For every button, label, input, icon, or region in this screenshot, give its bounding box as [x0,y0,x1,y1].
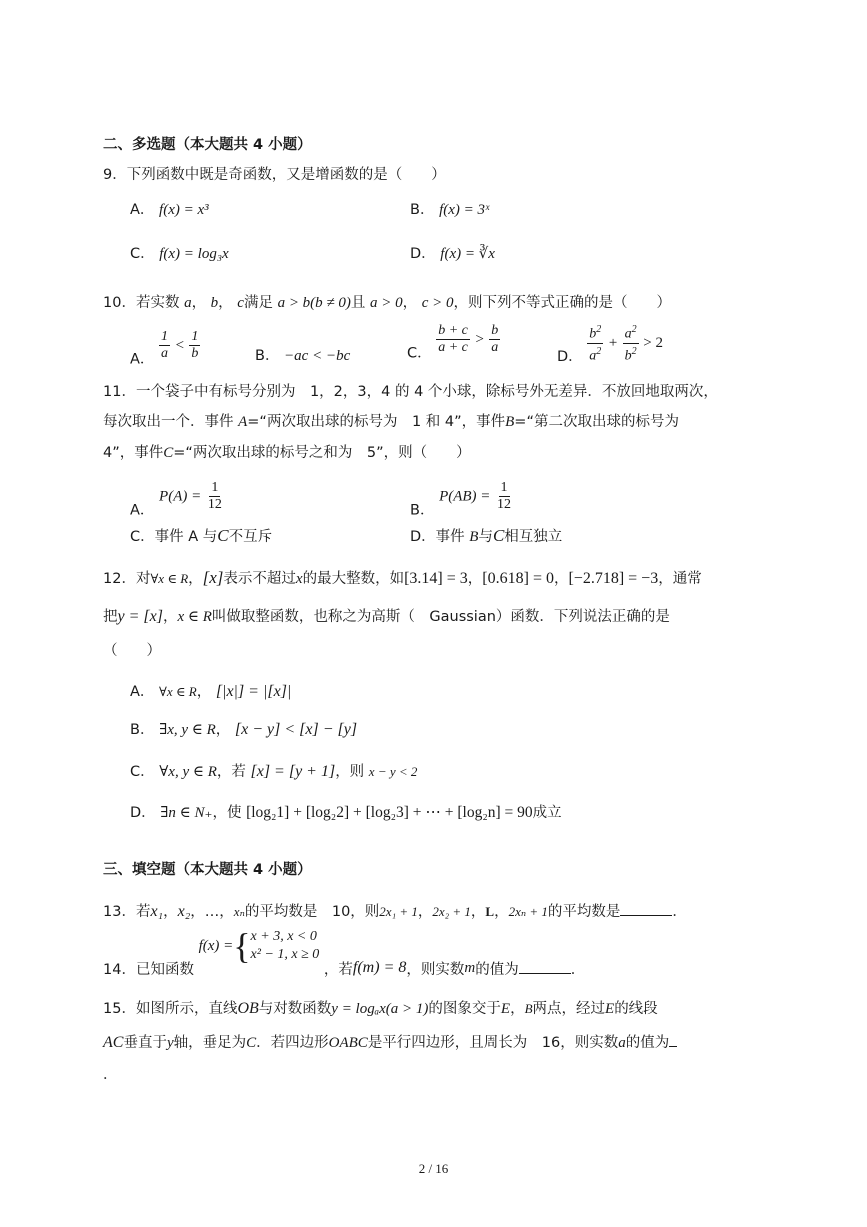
q12-option-d [130,801,562,822]
q10-sep: ， [191,295,207,311]
q15-math: B [524,1001,533,1016]
q10-sep: ， [402,295,418,311]
fraction: $\frac{a^2}{b^2}$ [624,324,637,364]
q12-text: ， [215,722,231,738]
q9-option-d [410,242,495,263]
q15-math: a [618,1035,626,1051]
q10-sep: ， [218,295,233,311]
q10-option-d-label: D． [557,349,583,366]
q12-text: ，通常 [658,571,702,587]
q15-text: 的值为 [625,1035,670,1051]
q12-text: 把 [103,609,118,625]
question-14 [103,928,585,979]
q15-math: OABC [328,1035,368,1051]
answer-blank[interactable] [519,959,571,974]
q12-math: x [295,571,303,587]
q15-math: AC [103,1034,124,1051]
q15-math: C [246,1035,257,1051]
q12-text: 表示不超过 [223,571,296,587]
q12-option-a [130,680,291,701]
q11-var: B [469,529,479,545]
q12-text: ， [196,684,212,700]
q12-math: [x] = [y + 1] [250,763,336,780]
q10-option-b-math: −ac < −bc [284,348,351,364]
q12-option-c [130,760,417,781]
q11-text: =“两次取出球的标号之和为 5”，则（ ） [173,445,471,461]
piecewise-row: x + 3, x < 0 [250,929,317,944]
q12-math: [−2.718] = −3 [568,570,659,587]
q13-text: ， [494,904,509,920]
fraction: $\frac{b + c}{a + c}$ [438,323,468,355]
q13-text: ， [470,904,486,920]
q12-option-c-label: C． [130,764,155,780]
question-12-line-3: （ ） [103,643,161,659]
question-15-line-2 [103,1031,677,1052]
q13-math: x₂ [177,903,191,920]
q10-text: 且 [350,295,366,311]
q13-text: ， [163,904,178,920]
q10-condition: a > b(b ≠ 0) [277,295,351,311]
q11-text: =“第二次取出球的标号为 [514,414,679,430]
q11-var: C [492,526,505,545]
q12-math: ∀x, y ∈ R [159,764,217,780]
q9-option-b-label: B． [410,202,435,218]
q15-math: y = logₐx(a > 1) [331,1001,429,1017]
fraction: $\frac{1}{b}$ [191,329,199,361]
q10-condition: c > 0 [421,295,454,311]
q12-text: ， [188,571,203,587]
question-11-line-2 [103,410,679,431]
q9-option-b-math: f(x) = 3ˣ [439,202,490,218]
q11-option-d [410,525,562,546]
q9-option-c-math: f(x) = log₃x [159,246,229,262]
q12-math: [log₂1] + [log₂2] + [log₂3] + ⋯ + [log₂n] = 90 [246,804,533,821]
question-15-line-1 [103,997,658,1018]
q10-var-c: c [237,295,244,311]
question-13 [103,900,687,921]
q15-text: ， [510,1001,525,1017]
q9-option-a-math: f(x) = x³ [159,202,209,218]
q12-math: [|x|] = |[x]| [215,683,292,700]
q14-text: 14．已知函数 [103,962,194,978]
q11-text: 4”，事件 [103,445,164,461]
q12-math: [3.14] = 3 [404,570,468,587]
q15-text: 的图象交于 [428,1001,501,1017]
q15-text: 轴，垂足为 [173,1035,247,1051]
q14-text: ，则实数 [406,962,465,978]
q10-option-b-label: B． [255,348,280,364]
section-title-multiple-choice: 二、多选题（本大题共 4 小题） [103,137,312,153]
q12-math: [x − y] < [x] − [y] [234,721,358,738]
q13-text: 13．若 [103,904,151,920]
q12-text: 12．对 [103,571,151,587]
q15-text: ．若四边形 [256,1035,329,1051]
q13-text: 的平均数是 10，则 [244,904,380,920]
q10-option-c: C． $\frac{b + c}{a + c}$ > $\frac{b}{a}$ [407,323,499,362]
q12-math: ∀x ∈ R [150,571,189,586]
q11-event-b: B [505,414,515,430]
q13-math: xₙ [233,904,245,919]
q12-text: ， [162,609,178,625]
q11-option-a [130,480,224,520]
q12-text: ，使 [212,805,242,821]
q11-text: D．事件 [410,529,465,545]
q12-math: ∃n ∈ N₊ [160,805,213,821]
q12-math: [0.618] = 0 [482,570,554,587]
q14-math: f(m) = 8 [352,959,407,976]
q12-option-a-label: A． [130,684,155,700]
q12-text: 成立 [532,805,562,821]
q15-text: 是平行四边形，且周长为 16，则实数 [367,1035,619,1051]
q10-option-a: A． $\frac{1}{a}$ < $\frac{1}{b}$ [130,329,199,368]
question-12-line-2 [103,605,670,626]
q9-option-d-label: D． [410,246,436,262]
q10-var-b: b [210,295,219,311]
q11-text: 不互斥 [228,529,273,545]
q15-text: 垂直于 [123,1035,167,1051]
piecewise-row: x² − 1, x ≥ 0 [250,947,320,962]
section-title-fill-in: 三、填空题（本大题共 4 小题） [103,862,312,878]
q9-option-a [130,198,209,219]
q15-math: E [500,1001,511,1017]
q13-math: x₁ [150,903,164,920]
q11-event-c: C [163,445,174,461]
q10-text: 满足 [243,295,273,311]
q12-text: ， [467,571,483,587]
q9-option-d-math: f(x) = ∛x [440,246,495,262]
question-11-line-1: 11．一个袋子中有标号分别为 1，2，3，4 的 4 个小球，除标号外无差异．不放回地取两次， [103,384,718,400]
answer-blank[interactable] [620,901,672,916]
q12-text: 的最大整数，如 [302,571,405,587]
q11-var: C [217,526,229,545]
q13-text: ， [417,904,433,920]
question-11-line-3 [103,441,471,462]
q12-option-d-label: D． [130,805,156,821]
q12-option-b [130,718,357,739]
q15-text: 与对数函数 [258,1001,332,1017]
answer-blank[interactable] [669,1032,677,1047]
fraction: $\frac{1}{12}$ [207,480,222,512]
q11-event-a: A [238,414,248,430]
question-15-line-3: ． [103,1067,118,1083]
q10-option-c-label: C． [407,345,432,362]
q12-text: ，则 [335,764,365,780]
fraction: $\frac{1}{a}$ [161,329,169,361]
q15-text: 15．如图所示，直线 [103,1001,238,1017]
page-number: 2 / 16 [418,1161,449,1176]
q10-option-a-label: A． [130,351,155,368]
q14-text: ，若 [323,962,353,978]
q12-math: ∀x ∈ R [159,684,197,699]
q13-text: ． [672,904,687,920]
question-10-stem [103,291,671,312]
q10-text: 10．若实数 [103,295,180,311]
q10-condition: a > 0 [370,295,403,311]
q12-math: y = [x] [117,608,163,625]
fraction: $\frac{b}{a}$ [491,323,499,355]
q11-text: 与 [478,529,493,545]
q13-text: 的平均数是 [547,904,621,920]
q13-math: 2x₁ + 1 [379,904,418,919]
question-12-line-1 [103,567,702,588]
q15-math: OB [237,1000,259,1017]
q12-option-b-label: B． [130,722,155,738]
q14-text: 的值为 [475,962,519,978]
q15-text: 两点，经过 [532,1001,606,1017]
q12-math: x ∈ R [177,609,212,625]
q11-option-b-label: B． [410,502,435,519]
q11-text: C．事件 A 与 [130,529,218,545]
q12-text: ，若 [216,764,246,780]
q14-math: m [464,960,476,976]
q12-text: 叫做取整函数，也称之为高斯（ Gaussian）函数．下列说法正确的是 [211,609,670,625]
q14-fx: f(x) = [198,937,234,954]
q11-option-a-lhs: P(A) = [159,488,202,505]
q10-text: ，则下列不等式正确的是（ ） [453,295,672,311]
q12-math: [x] [202,568,224,587]
q13-text: ，…， [190,904,234,920]
q11-option-c [130,525,272,546]
q12-math: x − y < 2 [368,764,418,779]
q12-math: ∃x, y ∈ R [159,722,216,738]
q9-option-c [130,242,229,263]
fraction: $\frac{1}{12}$ [497,480,512,512]
q12-text: ， [553,571,569,587]
piecewise-function [199,928,320,964]
q11-text: 每次取出一个．事件 [103,414,234,430]
q15-math: E [605,1001,615,1017]
q9-option-c-label: C． [130,246,155,262]
q9-option-b [410,198,489,219]
q10-option-b [255,344,350,365]
question-9-stem: 9．下列函数中既是奇函数，又是增函数的是（ ） [103,167,446,183]
q11-option-b [410,480,513,520]
q13-math: 2xₙ + 1 [508,904,548,919]
q13-math: L [485,904,495,919]
q11-option-b-lhs: P(AB) = [439,488,491,505]
q14-text: ． [570,962,586,978]
q13-math: 2x₂ + 1 [432,904,471,919]
q9-option-a-label: A． [130,202,155,218]
brace-icon: { [233,926,251,966]
q11-text: 相互独立 [504,529,563,545]
q15-math: y [166,1035,174,1051]
fraction: $\frac{b^2}{a^2}$ [589,324,602,364]
q10-option-d: D． $\frac{b^2}{a^2}$ + $\frac{a^2}{b^2}$ > 2 [557,324,663,366]
q10-var-a: a [184,295,192,311]
q11-option-a-label: A． [130,502,155,519]
q15-text: 的线段 [614,1001,658,1017]
q11-text: =“两次取出球的标号为 1 和 4”，事件 [247,414,506,430]
